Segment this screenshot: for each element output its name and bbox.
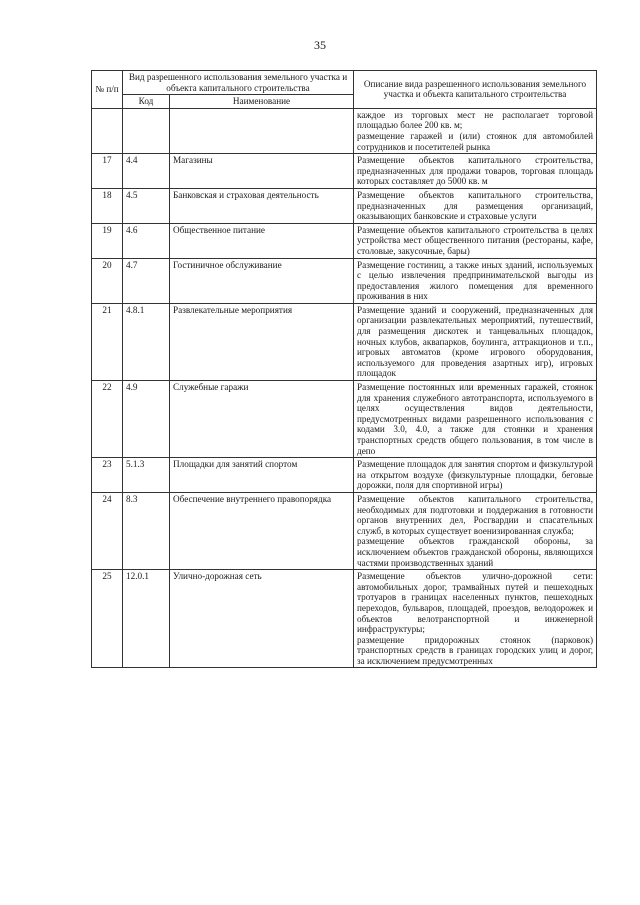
cell-name: Обеспечение внутреннего правопорядка (170, 492, 354, 569)
header-num: № п/п (92, 71, 123, 109)
cell-name: Гостиничное обслуживание (170, 258, 354, 303)
cell-num: 24 (92, 492, 123, 569)
cell-name: Улично-дорожная сеть (170, 570, 354, 668)
cell-num: 23 (92, 458, 123, 493)
description-line: размещение объектов гражданской обороны, за исключением объектов гражданской обороны, являющихся частями производственных зданий (357, 536, 594, 568)
cell-num (92, 108, 123, 153)
cell-num: 21 (92, 303, 123, 380)
header-name: Наименование (170, 95, 354, 109)
page-number: 35 (314, 38, 326, 52)
table-row (92, 492, 597, 569)
cell-description (354, 303, 597, 380)
cell-description (354, 188, 597, 223)
cell-name (170, 108, 354, 153)
table-body (92, 108, 597, 668)
cell-name: Развлекательные мероприятия (170, 303, 354, 380)
cell-num: 20 (92, 258, 123, 303)
cell-code: 4.5 (123, 188, 170, 223)
description-line: Размещение гостиниц, а также иных зданий, используемых с целью извлечения предпринимательской выгоды из предоставления жилого помещения для временного проживания в них (357, 259, 594, 302)
description-line: Размещение объектов капитального строительства в целях устройства мест общественного питания (рестораны, кафе, столовые, закусочные, бары) (357, 224, 594, 256)
cell-name: Общественное питание (170, 223, 354, 258)
cell-num: 18 (92, 188, 123, 223)
cell-num: 25 (92, 570, 123, 668)
table-row (92, 258, 597, 303)
cell-num: 22 (92, 381, 123, 458)
description-line: Размещение объектов капитального строительства, необходимых для подготовки и поддержания в готовности органов внутренних дел, Росгвардии и спасательных служб, в которых существует военизированная служба; (357, 493, 594, 536)
table-row (92, 188, 597, 223)
cell-name: Магазины (170, 154, 354, 189)
cell-code: 4.8.1 (123, 303, 170, 380)
cell-name: Площадки для занятий спортом (170, 458, 354, 493)
cell-name: Служебные гаражи (170, 381, 354, 458)
cell-num: 19 (92, 223, 123, 258)
table-header (92, 71, 597, 109)
cell-code: 8.3 (123, 492, 170, 569)
cell-code: 4.4 (123, 154, 170, 189)
cell-code: 5.1.3 (123, 458, 170, 493)
land-use-table (91, 70, 597, 668)
cell-description (354, 258, 597, 303)
description-line: Размещение площадок для занятия спортом и физкультурой на открытом воздухе (физкультурные площадки, беговые дорожки, поля для спортивной игры) (357, 459, 594, 491)
description-line: Размещение объектов улично-дорожной сети: автомобильных дорог, трамвайных путей и пешеходных тротуаров в границах населенных пунктов, пешеходных переходов, бульваров, площадей, проездов, велодорожек и объектов велотранспортной и инженерной инфраструктуры; (357, 571, 594, 635)
cell-description (354, 154, 597, 189)
cell-code: 12.0.1 (123, 570, 170, 668)
cell-description (354, 492, 597, 569)
table-row-continuation (92, 108, 597, 153)
description-line: Размещение объектов капитального строительства, предназначенных для продажи товаров, торговая площадь которых составляет до 5000 кв. м (357, 155, 594, 187)
cell-code: 4.7 (123, 258, 170, 303)
header-code: Код (123, 95, 170, 109)
cell-num: 17 (92, 154, 123, 189)
cell-description (354, 223, 597, 258)
table-row (92, 381, 597, 458)
cell-code: 4.6 (123, 223, 170, 258)
description-line: каждое из торговых мест не располагает торговой площадью более 200 кв. м; (357, 109, 594, 131)
cell-description (354, 108, 597, 153)
cell-name: Банковская и страховая деятельность (170, 188, 354, 223)
table-row (92, 303, 597, 380)
table-row (92, 570, 597, 668)
table-row (92, 458, 597, 493)
cell-description (354, 381, 597, 458)
description-line: Размещение объектов капитального строительства, предназначенных для размещения организаций, оказывающих банковские и страховые услуги (357, 189, 594, 222)
table-row (92, 154, 597, 189)
header-group: Вид разрешенного использования земельного участка и объекта капитального строительства (123, 71, 354, 95)
cell-description (354, 458, 597, 493)
header-description: Описание вида разрешенного использования земельного участка и объекта капитального строительства (354, 71, 597, 109)
cell-description (354, 570, 597, 668)
cell-code: 4.9 (123, 381, 170, 458)
description-line: размещение придорожных стоянок (парковок) транспортных средств в границах городских улиц и дорог, за исключением предусмотренных (357, 634, 594, 666)
cell-code (123, 108, 170, 153)
table-row (92, 223, 597, 258)
description-line: размещение гаражей и (или) стоянок для автомобилей сотрудников и посетителей рынка (357, 130, 594, 152)
description-line: Размещение зданий и сооружений, предназначенных для организации развлекательных мероприятий, путешествий, для размещения дискотек и танцевальных площадок, ночных клубов, аквапарков, боулинга, аттракционов и т.п., игровых автоматов (кроме игрового оборудования, используемого для проведения азартных игр), игровых площадок (357, 304, 594, 379)
description-line: Размещение постоянных или временных гаражей, стоянок для хранения служебного автотранспорта, используемого в целях осуществления видов деятельности, предусмотренных видами разрешенного использования с кодами 3.0, 4.0, а также для стоянки и хранения транспортных средств общего пользования, в том числе в депо (357, 382, 594, 456)
